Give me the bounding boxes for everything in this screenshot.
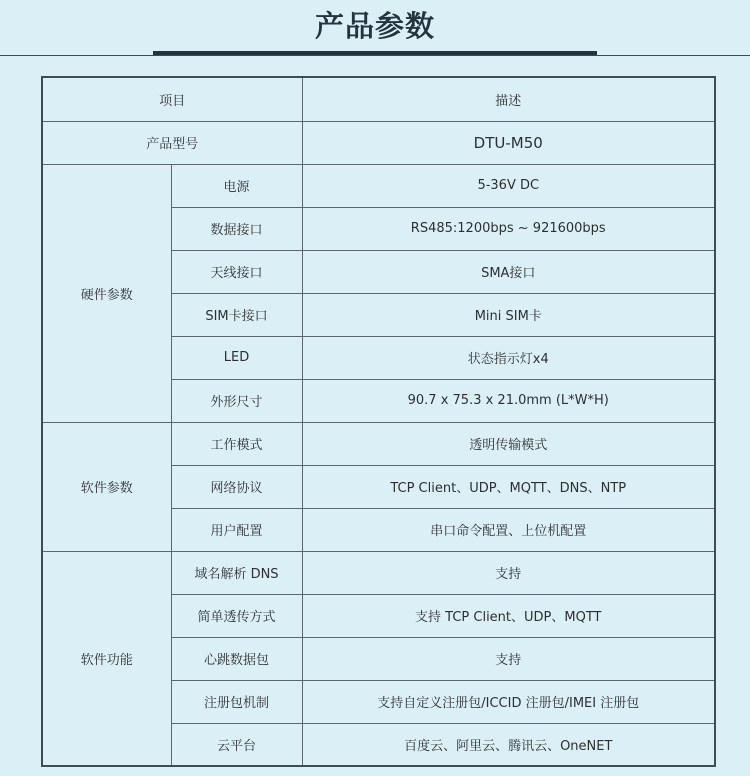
table-row	[42, 422, 715, 465]
product-parameters-table	[41, 76, 716, 767]
row-label-cell: 外形尺寸	[171, 379, 302, 422]
row-label-cell: 云平台	[171, 723, 302, 766]
row-label-cell: 数据接口	[171, 207, 302, 250]
header-item-cell: 项目	[42, 77, 302, 121]
row-value-cell: 状态指示灯x4	[302, 336, 715, 379]
row-label-cell: 注册包机制	[171, 680, 302, 723]
row-label-cell: 天线接口	[171, 250, 302, 293]
row-label-cell: 电源	[171, 164, 302, 207]
group-name-cell: 软件功能	[42, 551, 171, 766]
header-desc-cell: 描述	[302, 77, 715, 121]
row-label-cell: SIM卡接口	[171, 293, 302, 336]
page-title: 产品参数	[314, 9, 435, 43]
row-value-cell: 90.7 x 75.3 x 21.0mm (L*W*H)	[302, 379, 715, 422]
row-label-cell: LED	[171, 336, 302, 379]
row-label-cell: 域名解析 DNS	[171, 551, 302, 594]
row-value-cell: Mini SIM卡	[302, 293, 715, 336]
title-divider	[0, 55, 750, 56]
model-label-cell: 产品型号	[42, 121, 302, 164]
row-label-cell: 心跳数据包	[171, 637, 302, 680]
row-value-cell: 支持 TCP Client、UDP、MQTT	[302, 594, 715, 637]
row-value-cell: SMA接口	[302, 250, 715, 293]
row-label-cell: 用户配置	[171, 508, 302, 551]
model-row	[42, 121, 715, 164]
row-label-cell: 工作模式	[171, 422, 302, 465]
row-value-cell: TCP Client、UDP、MQTT、DNS、NTP	[302, 465, 715, 508]
table-row	[42, 164, 715, 207]
table-row	[42, 551, 715, 594]
row-value-cell: RS485:1200bps ~ 921600bps	[302, 207, 715, 250]
row-label-cell: 简单透传方式	[171, 594, 302, 637]
row-value-cell: 5-36V DC	[302, 164, 715, 207]
row-value-cell: 百度云、阿里云、腾讯云、OneNET	[302, 723, 715, 766]
row-value-cell: 支持	[302, 551, 715, 594]
model-value-cell: DTU-M50	[302, 121, 715, 164]
row-value-cell: 透明传输模式	[302, 422, 715, 465]
group-name-cell: 软件参数	[42, 422, 171, 551]
row-value-cell: 支持自定义注册包/ICCID 注册包/IMEI 注册包	[302, 680, 715, 723]
table-header-row	[42, 77, 715, 121]
row-value-cell: 支持	[302, 637, 715, 680]
row-value-cell: 串口命令配置、上位机配置	[302, 508, 715, 551]
row-label-cell: 网络协议	[171, 465, 302, 508]
title-underline-accent	[153, 51, 597, 55]
group-name-cell: 硬件参数	[42, 164, 171, 422]
